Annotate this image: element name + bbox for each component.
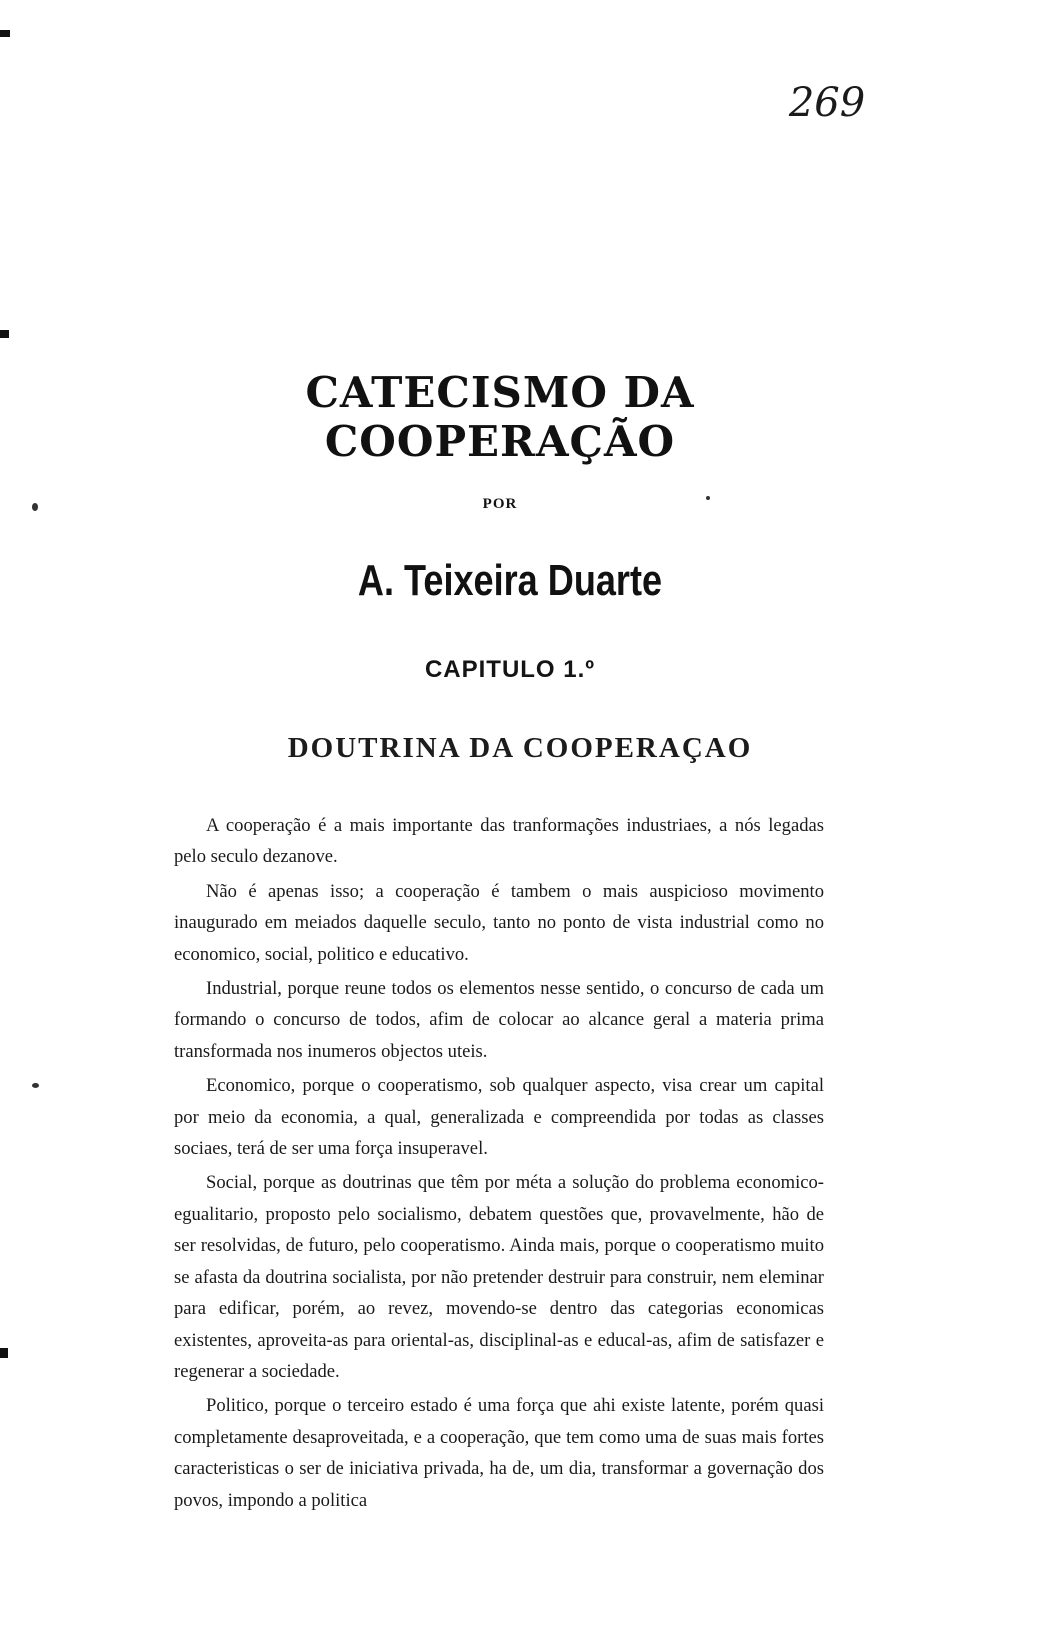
paragraph: Industrial, porque reune todos os elementos nesse sentido, o concurso de cada um formando o concurso de todos, afim de colocar ao alcance geral a materia prima transformada nos inumeros objectos uteis. — [174, 978, 824, 1062]
ink-speck — [32, 503, 38, 511]
scan-edge-mark — [0, 330, 9, 338]
paragraph: Economico, porque o cooperatismo, sob qualquer aspecto, visa crear um capital por meio da economia, a qual, generalizada e compreendida por todas as classes sociaes, terá de ser uma força insuperavel. — [174, 1075, 824, 1160]
section-title: DOUTRINA DA COOPERAÇAO — [287, 732, 753, 764]
paragraph: Politico, porque o terceiro estado é uma força que ahi existe latente, porém quasi completamente desaproveitada, e a cooperação, que tem como uma de suas mais fortes caracteristicas o ser de iniciativa privada, ha de, um dia, transformar a governação dos povos, impondo a politica — [174, 1395, 824, 1511]
body-text — [174, 810, 824, 1519]
scan-edge-mark — [0, 30, 10, 37]
chapter-heading: CAPITULO 1.º — [424, 656, 596, 683]
page-number: 269 — [788, 80, 866, 126]
paragraph: Social, porque as doutrinas que têm por méta a solução do problema economico-egualitario, proposto pelo socialismo, debatem questões que, provavelmente, hão de ser resolvidas, de futuro, pelo cooperatismo. Ainda mais, porque o cooperatismo muito se afasta da doutrina socialista, por não pretender destruir para construir, nem eleminar para edificar, porém, ao revez, movendo-se dentro das categorias economicas existentes, aproveita-as para oriental-as, disciplinal-as e educal-as, afim de satisfazer e regenerar a sociedade. — [174, 1172, 824, 1382]
by-line: POR — [482, 496, 518, 512]
ink-speck — [32, 1083, 39, 1088]
author-name: A. Teixeira Duarte — [357, 556, 663, 605]
paragraph: A cooperação é a mais importante das tranformações industriaes, a nós legadas pelo seculo dezanove. — [174, 815, 824, 868]
page-title: CATECISMO DA COOPERAÇÃO — [305, 368, 695, 466]
paragraph: Não é apenas isso; a cooperação é tambem o mais auspicioso movimento inaugurado em meiados daquelle seculo, tanto no ponto de vista industrial como no economico, social, politico e educativo. — [174, 880, 824, 965]
scan-edge-mark — [0, 1348, 8, 1358]
ink-speck — [706, 496, 710, 500]
